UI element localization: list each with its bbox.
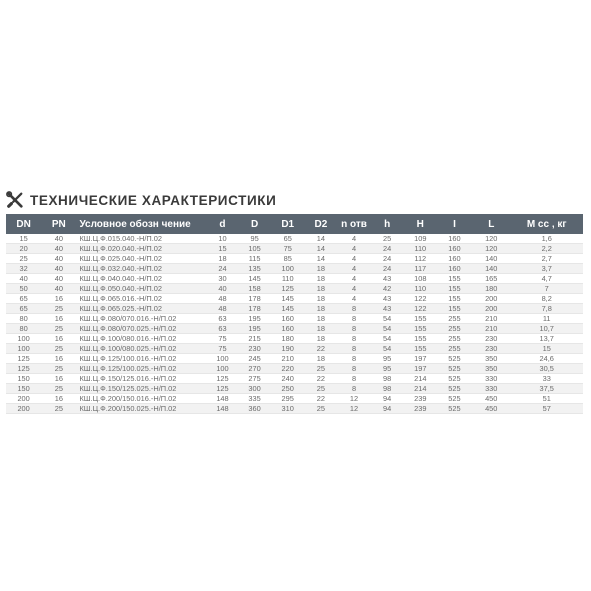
table-cell: 10 [207, 234, 238, 244]
table-cell: 15 [510, 344, 583, 354]
table-cell: 11 [510, 314, 583, 324]
table-cell: 158 [238, 284, 271, 294]
table-cell: 25 [304, 364, 337, 374]
table-cell: 7 [510, 284, 583, 294]
table-cell: 178 [238, 304, 271, 314]
table-cell: 214 [404, 374, 437, 384]
table-cell: 255 [437, 344, 472, 354]
column-header-pn: PN [41, 214, 76, 234]
table-cell: 1,6 [510, 234, 583, 244]
table-row [6, 324, 583, 334]
table-cell: 240 [271, 374, 304, 384]
table-cell: 140 [472, 264, 510, 274]
table-cell: 75 [207, 334, 238, 344]
column-header-outer-d: D [238, 214, 271, 234]
table-cell: 40 [41, 274, 76, 284]
table-cell: КШ.Ц.Ф.150/125.025.-Н/П.02 [76, 384, 207, 394]
table-cell: 25 [371, 234, 404, 244]
table-cell: 43 [371, 274, 404, 284]
table-cell: 65 [6, 304, 41, 314]
table-row [6, 254, 583, 264]
section-title: ТЕХНИЧЕСКИЕ ХАРАКТЕРИСТИКИ [30, 192, 277, 208]
table-cell: КШ.Ц.Ф.100/080.025.-Н/П.02 [76, 344, 207, 354]
table-cell: 525 [437, 384, 472, 394]
table-cell: 450 [472, 394, 510, 404]
table-cell: 94 [371, 394, 404, 404]
table-cell: КШ.Ц.Ф.065.016.-Н/П.02 [76, 294, 207, 304]
table-body [6, 234, 583, 414]
table-cell: 8,2 [510, 294, 583, 304]
table-cell: 40 [6, 274, 41, 284]
table-cell: 180 [472, 284, 510, 294]
table-cell: 95 [238, 234, 271, 244]
table-cell: 43 [371, 294, 404, 304]
table-cell: 30,5 [510, 364, 583, 374]
table-cell: 16 [41, 374, 76, 384]
table-cell: 310 [271, 404, 304, 414]
table-cell: 25 [304, 404, 337, 414]
column-header-dn: DN [6, 214, 41, 234]
table-cell: КШ.Ц.Ф.125/100.016.-Н/П.02 [76, 354, 207, 364]
table-cell: 4 [337, 254, 370, 264]
table-cell: 525 [437, 374, 472, 384]
table-cell: 108 [404, 274, 437, 284]
wrench-screwdriver-icon [6, 191, 24, 209]
table-cell: 8 [337, 384, 370, 394]
table-cell: КШ.Ц.Ф.020.040.-Н/П.02 [76, 244, 207, 254]
table-cell: 255 [437, 314, 472, 324]
table-cell: 155 [404, 334, 437, 344]
table-row [6, 304, 583, 314]
table-cell: 3,7 [510, 264, 583, 274]
table-cell: 32 [6, 264, 41, 274]
column-header-height: H [404, 214, 437, 234]
table-cell: 25 [41, 364, 76, 374]
table-cell: 145 [271, 294, 304, 304]
table-cell: 80 [6, 324, 41, 334]
table-cell: 4 [337, 244, 370, 254]
table-cell: 22 [304, 374, 337, 384]
table-cell: 330 [472, 384, 510, 394]
table-cell: 295 [271, 394, 304, 404]
table-cell: 145 [271, 304, 304, 314]
table-cell: 100 [6, 344, 41, 354]
table-cell: 4 [337, 264, 370, 274]
table-cell: 300 [238, 384, 271, 394]
table-cell: 63 [207, 314, 238, 324]
table-cell: 270 [238, 364, 271, 374]
table-row [6, 294, 583, 304]
table-cell: 18 [304, 264, 337, 274]
table-cell: 200 [472, 294, 510, 304]
table-cell: 98 [371, 384, 404, 394]
table-cell: КШ.Ц.Ф.015.040.-Н/П.02 [76, 234, 207, 244]
table-cell: 250 [271, 384, 304, 394]
table-cell: КШ.Ц.Ф.032.040.-Н/П.02 [76, 264, 207, 274]
table-cell: 110 [404, 284, 437, 294]
table-cell: 16 [41, 334, 76, 344]
table-cell: 16 [41, 314, 76, 324]
table-cell: 18 [304, 314, 337, 324]
table-row [6, 314, 583, 324]
table-cell: 8 [337, 374, 370, 384]
table-cell: 24 [371, 244, 404, 254]
table-cell: 148 [207, 394, 238, 404]
column-header-mass: М сс , кг [510, 214, 583, 234]
table-cell: 14 [304, 254, 337, 264]
table-cell: КШ.Ц.Ф.200/150.016.-Н/П.02 [76, 394, 207, 404]
table-cell: 360 [238, 404, 271, 414]
table-cell: 155 [404, 324, 437, 334]
table-row [6, 284, 583, 294]
table-cell: 18 [304, 354, 337, 364]
table-cell: 4,7 [510, 274, 583, 284]
table-cell: 525 [437, 364, 472, 374]
table-cell: 117 [404, 264, 437, 274]
table-cell: 18 [304, 334, 337, 344]
table-cell: 155 [404, 344, 437, 354]
table-cell: КШ.Ц.Ф.080/070.025.-Н/П.02 [76, 324, 207, 334]
table-cell: 140 [472, 254, 510, 264]
table-cell: 63 [207, 324, 238, 334]
table-cell: 122 [404, 294, 437, 304]
table-cell: 100 [207, 364, 238, 374]
table-cell: 18 [304, 284, 337, 294]
table-cell: 16 [41, 394, 76, 404]
table-cell: КШ.Ц.Ф.025.040.-Н/П.02 [76, 254, 207, 264]
table-cell: 54 [371, 324, 404, 334]
table-cell: 54 [371, 334, 404, 344]
table-cell: 160 [437, 234, 472, 244]
table-cell: 24,6 [510, 354, 583, 364]
table-cell: 8 [337, 354, 370, 364]
table-cell: 165 [472, 274, 510, 284]
table-cell: 24 [371, 264, 404, 274]
table-cell: 180 [271, 334, 304, 344]
table-cell: 200 [472, 304, 510, 314]
table-cell: 8 [337, 304, 370, 314]
table-cell: 155 [404, 314, 437, 324]
table-cell: 4 [337, 284, 370, 294]
table-cell: 51 [510, 394, 583, 404]
table-cell: 40 [41, 234, 76, 244]
table-cell: 197 [404, 354, 437, 364]
table-cell: 25 [41, 324, 76, 334]
table-cell: 148 [207, 404, 238, 414]
table-cell: 95 [371, 364, 404, 374]
table-cell: 178 [238, 294, 271, 304]
table-cell: 160 [437, 244, 472, 254]
table-cell: 2,7 [510, 254, 583, 264]
table-cell: 160 [437, 264, 472, 274]
table-cell: 25 [41, 304, 76, 314]
table-cell: 12 [337, 394, 370, 404]
table-cell: КШ.Ц.Ф.040.040.-Н/П.02 [76, 274, 207, 284]
column-header-i: I [437, 214, 472, 234]
table-cell: 239 [404, 394, 437, 404]
table-cell: КШ.Ц.Ф.125/100.025.-Н/П.02 [76, 364, 207, 374]
table-cell: 22 [304, 394, 337, 404]
table-cell: 160 [271, 314, 304, 324]
table-cell: 7,8 [510, 304, 583, 314]
table-cell: 160 [271, 324, 304, 334]
column-header-d1: D1 [271, 214, 304, 234]
table-cell: 94 [371, 404, 404, 414]
table-cell: 155 [437, 284, 472, 294]
table-cell: 135 [238, 264, 271, 274]
table-cell: 18 [207, 254, 238, 264]
table-cell: 220 [271, 364, 304, 374]
table-cell: 239 [404, 404, 437, 414]
table-cell: 4 [337, 294, 370, 304]
table-cell: 25 [41, 404, 76, 414]
table-cell: 125 [207, 374, 238, 384]
table-cell: 200 [6, 394, 41, 404]
table-cell: 37,5 [510, 384, 583, 394]
table-cell: 4 [337, 234, 370, 244]
table-cell: КШ.Ц.Ф.100/080.016.-Н/П.02 [76, 334, 207, 344]
specs-table [6, 214, 583, 414]
table-row [6, 374, 583, 384]
table-cell: 95 [371, 354, 404, 364]
table-cell: 230 [238, 344, 271, 354]
table-cell: 112 [404, 254, 437, 264]
column-header-designation: Условное обозн чение [76, 214, 207, 234]
table-cell: КШ.Ц.Ф.050.040.-Н/П.02 [76, 284, 207, 294]
table-cell: 150 [6, 384, 41, 394]
table-cell: 255 [437, 324, 472, 334]
table-row [6, 274, 583, 284]
table-cell: 14 [304, 244, 337, 254]
table-cell: 330 [472, 374, 510, 384]
table-cell: 16 [41, 294, 76, 304]
table-cell: 105 [238, 244, 271, 254]
table-cell: 42 [371, 284, 404, 294]
table-cell: 155 [437, 274, 472, 284]
table-cell: 25 [41, 344, 76, 354]
table-cell: КШ.Ц.Ф.080/070.016.-Н/П.02 [76, 314, 207, 324]
table-cell: 155 [437, 294, 472, 304]
table-cell: 197 [404, 364, 437, 374]
column-header-l: L [472, 214, 510, 234]
table-cell: 33 [510, 374, 583, 384]
table-cell: 40 [207, 284, 238, 294]
table-row [6, 234, 583, 244]
table-cell: 125 [6, 354, 41, 364]
table-cell: 25 [6, 254, 41, 264]
table-cell: 8 [337, 364, 370, 374]
table-cell: 335 [238, 394, 271, 404]
section-header [6, 190, 276, 210]
table-cell: 48 [207, 294, 238, 304]
table-row [6, 344, 583, 354]
table-cell: 40 [41, 264, 76, 274]
table-cell: 18 [304, 324, 337, 334]
table-cell: 14 [304, 234, 337, 244]
table-cell: 8 [337, 344, 370, 354]
table-cell: 8 [337, 334, 370, 344]
table-cell: 125 [6, 364, 41, 374]
table-cell: 18 [304, 294, 337, 304]
table-cell: 15 [6, 234, 41, 244]
table-cell: 100 [271, 264, 304, 274]
table-cell: 13,7 [510, 334, 583, 344]
table-cell: 48 [207, 304, 238, 314]
table-cell: 22 [304, 344, 337, 354]
table-cell: 30 [207, 274, 238, 284]
table-cell: 230 [472, 344, 510, 354]
table-cell: 40 [41, 254, 76, 264]
table-row [6, 264, 583, 274]
table-cell: 25 [41, 384, 76, 394]
table-cell: 75 [271, 244, 304, 254]
table-cell: 18 [304, 274, 337, 284]
table-cell: 115 [238, 254, 271, 264]
table-cell: 100 [6, 334, 41, 344]
table-cell: 43 [371, 304, 404, 314]
table-cell: 155 [437, 304, 472, 314]
table-row [6, 354, 583, 364]
table-cell: 200 [6, 404, 41, 414]
table-cell: 40 [41, 244, 76, 254]
table-cell: 40 [41, 284, 76, 294]
table-row [6, 244, 583, 254]
table-row [6, 384, 583, 394]
table-cell: 8 [337, 324, 370, 334]
table-cell: 50 [6, 284, 41, 294]
table-cell: 18 [304, 304, 337, 314]
table-cell: 255 [437, 334, 472, 344]
table-cell: 160 [437, 254, 472, 264]
table-cell: КШ.Ц.Ф.200/150.025.-Н/П.02 [76, 404, 207, 414]
table-cell: 125 [271, 284, 304, 294]
table-cell: 230 [472, 334, 510, 344]
table-cell: 275 [238, 374, 271, 384]
table-row [6, 404, 583, 414]
table-cell: КШ.Ц.Ф.065.025.-Н/П.02 [76, 304, 207, 314]
table-cell: 145 [238, 274, 271, 284]
table-row [6, 364, 583, 374]
table-cell: 214 [404, 384, 437, 394]
table-cell: 109 [404, 234, 437, 244]
table-cell: 8 [337, 314, 370, 324]
table-cell: 98 [371, 374, 404, 384]
table-cell: 122 [404, 304, 437, 314]
table-cell: КШ.Ц.Ф.150/125.016.-Н/П.02 [76, 374, 207, 384]
table-cell: 215 [238, 334, 271, 344]
column-header-holes: n отв [337, 214, 370, 234]
table-cell: 20 [6, 244, 41, 254]
table-cell: 57 [510, 404, 583, 414]
table-cell: 245 [238, 354, 271, 364]
table-cell: 4 [337, 274, 370, 284]
table-cell: 2,2 [510, 244, 583, 254]
table-cell: 125 [207, 384, 238, 394]
table-cell: 350 [472, 364, 510, 374]
table-cell: 210 [271, 354, 304, 364]
table-cell: 450 [472, 404, 510, 414]
table-cell: 75 [207, 344, 238, 354]
table-cell: 25 [304, 384, 337, 394]
table-cell: 85 [271, 254, 304, 264]
table-cell: 80 [6, 314, 41, 324]
table-cell: 210 [472, 324, 510, 334]
table-cell: 120 [472, 244, 510, 254]
table-cell: 65 [6, 294, 41, 304]
table-cell: 110 [271, 274, 304, 284]
table-row [6, 334, 583, 344]
table-cell: 10,7 [510, 324, 583, 334]
table-cell: 100 [207, 354, 238, 364]
table-cell: 120 [472, 234, 510, 244]
table-cell: 195 [238, 314, 271, 324]
table-cell: 525 [437, 354, 472, 364]
table-cell: 54 [371, 314, 404, 324]
column-header-d: d [207, 214, 238, 234]
column-header-h: h [371, 214, 404, 234]
table-header-row [6, 214, 583, 234]
table-cell: 350 [472, 354, 510, 364]
table-row [6, 394, 583, 404]
table-cell: 525 [437, 394, 472, 404]
table-cell: 24 [207, 264, 238, 274]
table-cell: 15 [207, 244, 238, 254]
table-cell: 16 [41, 354, 76, 364]
table-cell: 12 [337, 404, 370, 414]
column-header-d2: D2 [304, 214, 337, 234]
table-cell: 65 [271, 234, 304, 244]
table-cell: 525 [437, 404, 472, 414]
table-cell: 190 [271, 344, 304, 354]
table-cell: 110 [404, 244, 437, 254]
table-cell: 210 [472, 314, 510, 324]
table-cell: 195 [238, 324, 271, 334]
table-cell: 150 [6, 374, 41, 384]
table-cell: 24 [371, 254, 404, 264]
table-cell: 54 [371, 344, 404, 354]
